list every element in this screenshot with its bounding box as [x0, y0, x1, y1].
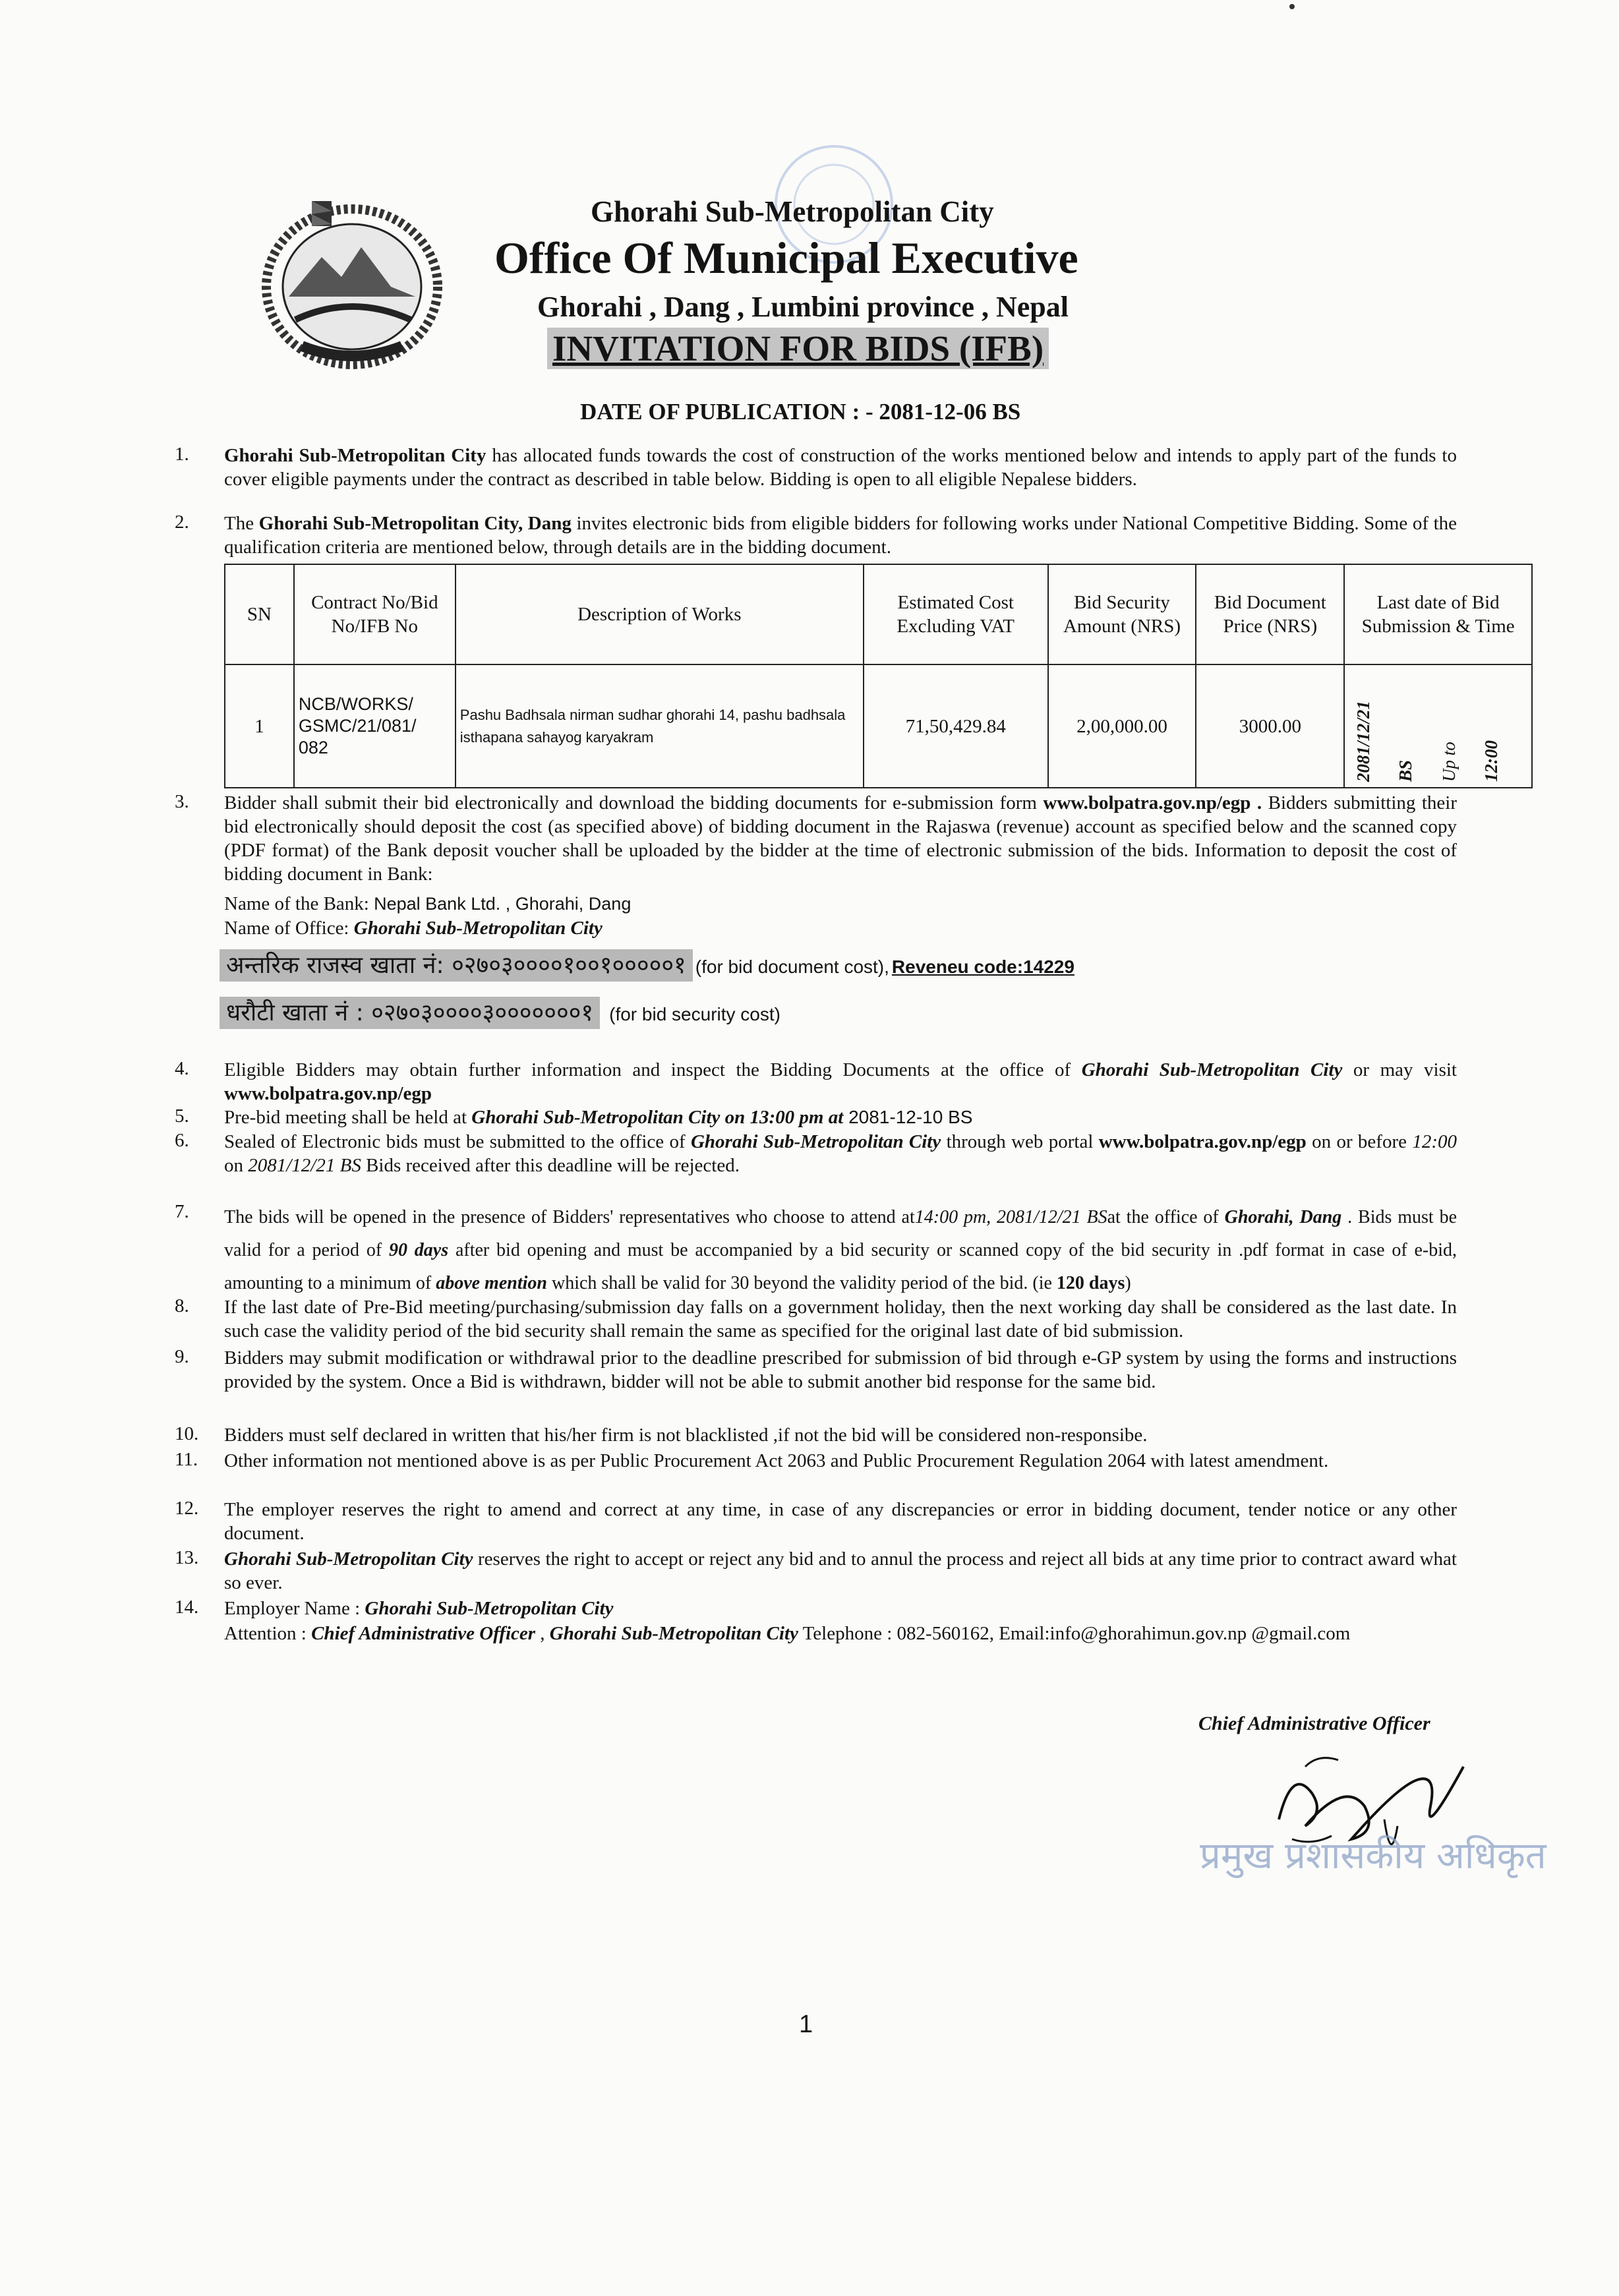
- cell-bid-security: 2,00,000.00: [1048, 664, 1196, 788]
- item-6-body-4: on: [224, 1155, 249, 1176]
- item-8-text: If the last date of Pre-Bid meeting/purchasing/submission day falls on a government holiday, then the next working day shall be considered as the last date. In such case the validity period of the bid security shall remain the same as specified for the original last date of bid submission.: [224, 1297, 1457, 1341]
- item-14-text: [224, 1597, 1457, 1620]
- item-number: 5.: [175, 1105, 189, 1127]
- municipality-name: Ghorahi Sub-Metropolitan City: [591, 195, 994, 228]
- item-7-body-4: after bid opening and must be accompanied by a bid security or scanned copy of the bid security in .pdf format in case of e-bid, amounting to a minimum of: [224, 1240, 1457, 1293]
- nepal-emblem-logo: [249, 188, 455, 374]
- bank-name-label: Name of the Bank:: [224, 893, 369, 914]
- item-2-lead: The: [224, 513, 259, 534]
- revenue-account-line: [220, 948, 1074, 980]
- item-number: 1.: [175, 444, 189, 465]
- item-4-body: Eligible Bidders may obtain further information and inspect the Bidding Documents at the office of: [224, 1059, 1082, 1080]
- revenue-account-note: (for bid document cost),: [695, 957, 889, 977]
- item-3-body-2: Bidders submitting their bid electronically should deposit the cost (as specified above) of bidding document in the Rajaswa (revenue) account as specified below and the scanned copy (PDF format) of the Bank deposit voucher shall be uploaded by the bidder at the time of electronic submission of the bids. Information to deposit the cost of bidding document in Bank:: [224, 792, 1457, 885]
- item-7-body: The bids will be opened in the presence of Bidders' representatives who choose to attend at: [224, 1207, 915, 1227]
- cell-sn: 1: [225, 664, 294, 788]
- item-number: 13.: [175, 1547, 199, 1568]
- item-6-link: www.bolpatra.gov.np/egp: [1098, 1131, 1307, 1152]
- item-1-bold: Ghorahi Sub-Metropolitan City: [224, 445, 486, 466]
- item-6-office: Ghorahi Sub-Metropolitan City: [690, 1131, 941, 1152]
- item-13-office: Ghorahi Sub-Metropolitan City: [224, 1548, 473, 1570]
- item-11-text: Other information not mentioned above is as per Public Procurement Act 2063 and Public Procurement Regulation 2064 with latest amendment.: [224, 1450, 1329, 1471]
- item-14-employer: Ghorahi Sub-Metropolitan City: [365, 1598, 614, 1619]
- item-7-validity: 90 days: [388, 1240, 449, 1260]
- item-number: 12.: [175, 1498, 199, 1519]
- item-7-days: 120 days: [1056, 1273, 1125, 1293]
- cell-estimated-cost: 71,50,429.84: [864, 664, 1048, 788]
- bank-name-line: [224, 892, 1411, 916]
- item-number: 2.: [175, 512, 189, 533]
- item-7-body-5: which shall be valid for 30 beyond the validity period of the bid. (ie: [546, 1273, 1057, 1293]
- item-2-text: [224, 512, 1457, 559]
- publication-date-label: DATE OF PUBLICATION : -: [580, 399, 873, 425]
- office-title: Office Of Municipal Executive: [494, 233, 1078, 283]
- bids-table: [224, 564, 1533, 788]
- item-6-date: 2081/12/21 BS: [248, 1155, 361, 1176]
- item-7-body-2: at the office of: [1107, 1207, 1225, 1227]
- col-header-estimated-cost: Estimated Cost Excluding VAT: [864, 564, 1048, 664]
- item-number: 4.: [175, 1058, 189, 1079]
- item-5-body: Pre-bid meeting shall be held at: [224, 1107, 472, 1128]
- security-account-number: धरौटी खाता नं : ०२७०३००००३०००००००१: [220, 997, 600, 1029]
- publication-date: [580, 399, 1020, 425]
- item-7-body-3: . Bids must be valid for a period of: [224, 1207, 1457, 1260]
- col-header-contract: Contract No/Bid No/IFB No: [294, 564, 456, 664]
- item-2-bold: Ghorahi Sub-Metropolitan City, Dang: [258, 513, 572, 534]
- attention-contact: Telephone : 082-560162, Email:info@ghorahimun.gov.np @gmail.com: [798, 1623, 1351, 1644]
- item-6-body-5: Bids received after this deadline will be rejected.: [361, 1155, 740, 1176]
- item-6-text: [224, 1130, 1457, 1177]
- col-header-last-date: Last date of Bid Submission & Time: [1344, 564, 1532, 664]
- item-7-amount: above mention: [436, 1273, 547, 1293]
- item-2-body: invites electronic bids from eligible bidders for following works under National Competitive Bidding. Some of the qualification criteria are mentioned below, through details are in the bidding document.: [224, 513, 1457, 558]
- item-3-link: www.bolpatra.gov.np/egp .: [1043, 792, 1262, 813]
- item-6-body: Sealed of Electronic bids must be submitted to the office of: [224, 1131, 691, 1152]
- item-7-opening-time: 14:00 pm, 2081/12/21 BS: [914, 1207, 1107, 1227]
- item-13-body: reserves the right to accept or reject any bid and to annul the process and reject all bids at any time prior to contract award what so ever.: [224, 1548, 1457, 1593]
- item-4-body-2: or may visit: [1342, 1059, 1457, 1080]
- item-6-time: 12:00: [1412, 1131, 1457, 1152]
- attention-city: Ghorahi Sub-Metropolitan City: [549, 1623, 798, 1644]
- office-address: Ghorahi , Dang , Lumbini province , Nepal: [537, 291, 1069, 323]
- attention-separator: ,: [535, 1623, 550, 1644]
- bank-name-value: Nepal Bank Ltd. , Ghorahi, Dang: [374, 894, 632, 914]
- attention-line: [224, 1622, 1457, 1645]
- item-1-text: [224, 444, 1457, 491]
- item-10-text: Bidders must self declared in written that his/her firm is not blacklisted ,if not the bid will be considered non-responsibe.: [224, 1425, 1148, 1446]
- item-4-link: www.bolpatra.gov.np/egp: [224, 1083, 432, 1104]
- item-7-text: [224, 1201, 1457, 1300]
- item-5-date: 2081-12-10 BS: [843, 1107, 973, 1127]
- item-6-body-3: on or before: [1306, 1131, 1413, 1152]
- item-5-text: [224, 1105, 1457, 1129]
- item-number: 10.: [175, 1423, 199, 1444]
- last-date-bs: BS: [1396, 759, 1416, 782]
- cell-contract-no: NCB/WORKS/ GSMC/21/081/ 082: [294, 664, 456, 788]
- item-number: 14.: [175, 1597, 199, 1618]
- last-date-value: 2081/12/21: [1353, 700, 1374, 782]
- col-header-sn: SN: [225, 564, 294, 664]
- office-name-label: Name of Office:: [224, 918, 349, 939]
- notice-heading: INVITATION FOR BIDS (IFB): [547, 328, 1049, 369]
- col-header-description: Description of Works: [456, 564, 864, 664]
- page-number: 1: [799, 2011, 813, 2038]
- item-1-body: has allocated funds towards the cost of construction of the works mentioned below and intends to apply part of the funds to cover eligible payments under the contract as described in table below. Bidding is open to all eligible Nepalese bidders.: [224, 445, 1457, 490]
- cell-document-price: 3000.00: [1196, 664, 1344, 788]
- cell-description: Pashu Badhsala nirman sudhar ghorahi 14, pashu badhsala isthapana sahayog karyakram: [456, 664, 864, 788]
- attention-officer: Chief Administrative Officer: [311, 1623, 536, 1644]
- item-9-text: Bidders may submit modification or withdrawal prior to the deadline prescribed for submission of bid through e-GP system by using the forms and instructions provided by the system. Once a Bid is withdrawn, bidder will not be able to submit another bid response for the same bid.: [224, 1347, 1457, 1392]
- item-4-office: Ghorahi Sub-Metropolitan City: [1081, 1059, 1343, 1080]
- item-5-venue: Ghorahi Sub-Metropolitan City on 13:00 pm at: [471, 1107, 844, 1128]
- scan-mark: [1285, 0, 1299, 20]
- revenue-code: Reveneu code:14229: [891, 957, 1074, 977]
- signatory-title: Chief Administrative Officer: [1198, 1713, 1430, 1734]
- item-3-text: [224, 791, 1457, 886]
- office-name-line: [224, 916, 1411, 940]
- office-name-value: Ghorahi Sub-Metropolitan City: [353, 918, 603, 939]
- last-date-time: 12:00: [1481, 740, 1502, 782]
- table-header-row: [225, 564, 1532, 664]
- security-account-note: (for bid security cost): [609, 1004, 780, 1024]
- official-stamp-text: प्रमुख प्रशासकीय अधिकृत: [1200, 1835, 1546, 1877]
- item-number: 6.: [175, 1130, 189, 1151]
- attention-label: Attention :: [224, 1623, 312, 1644]
- item-7-location: Ghorahi, Dang: [1224, 1207, 1342, 1227]
- revenue-account-number: अन्तरिक राजस्व खाता नं: ०२७०३००००१००१०००००१: [220, 949, 693, 982]
- item-14-body: Employer Name :: [224, 1598, 365, 1619]
- item-number: 8.: [175, 1295, 189, 1316]
- item-4-text: [224, 1058, 1457, 1105]
- last-date-upto: Up to: [1439, 741, 1459, 782]
- item-6-body-2: through web portal: [941, 1131, 1099, 1152]
- item-12-text: The employer reserves the right to amend and correct at any time, in case of any discrepancies or error in bidding document, tender notice or any other document.: [224, 1499, 1457, 1544]
- col-header-bid-security: Bid Security Amount (NRS): [1048, 564, 1196, 664]
- item-number: 11.: [175, 1449, 198, 1470]
- item-7-body-6: ): [1125, 1273, 1131, 1293]
- item-number: 9.: [175, 1346, 189, 1367]
- item-number: 7.: [175, 1201, 189, 1222]
- publication-date-value: 2081-12-06 BS: [879, 399, 1021, 425]
- table-row: [225, 664, 1532, 788]
- item-3-body: Bidder shall submit their bid electronically and download the bidding documents for e-submission form: [224, 792, 1044, 813]
- security-account-line: [220, 995, 780, 1028]
- item-number: 3.: [175, 791, 189, 812]
- item-13-text: [224, 1547, 1457, 1595]
- col-header-document-price: Bid Document Price (NRS): [1196, 564, 1344, 664]
- cell-last-date: [1344, 664, 1532, 788]
